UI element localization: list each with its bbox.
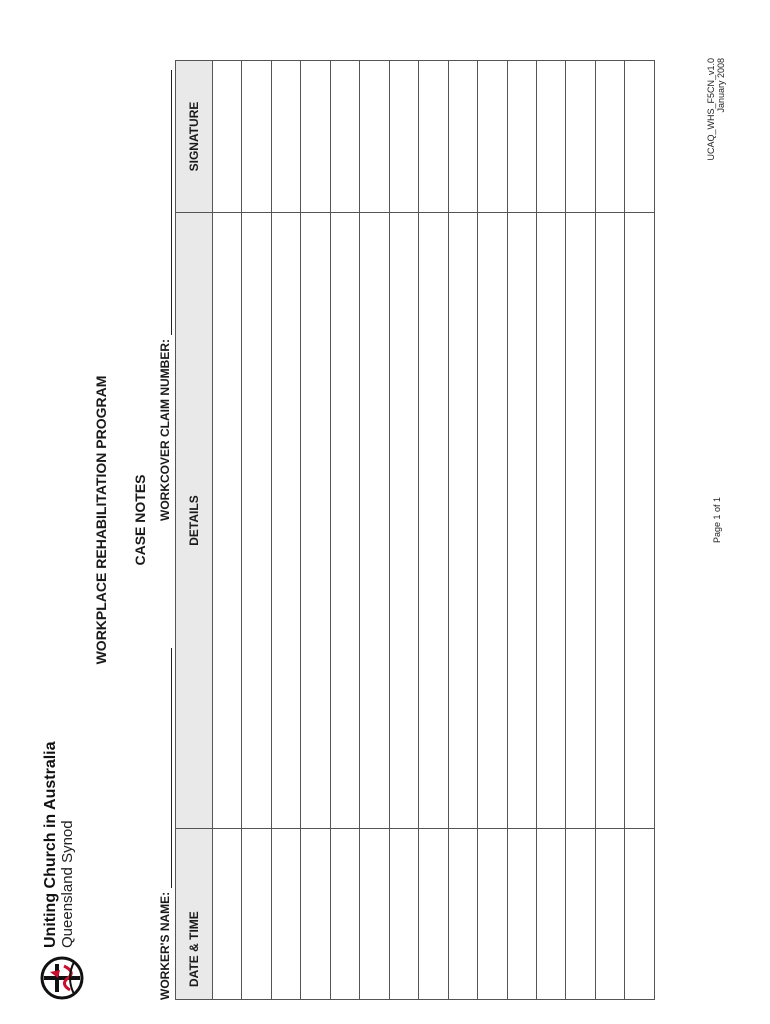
table-row — [507, 61, 536, 1000]
table-row — [625, 61, 655, 1000]
signature-cell[interactable] — [566, 61, 595, 213]
table-row — [478, 61, 507, 1000]
signature-cell[interactable] — [301, 61, 330, 213]
date-time-cell[interactable] — [242, 829, 271, 1000]
details-cell[interactable] — [389, 213, 418, 829]
signature-cell[interactable] — [213, 61, 242, 213]
date-time-cell[interactable] — [419, 829, 448, 1000]
page-number: Page 1 of 1 — [712, 496, 722, 544]
signature-cell[interactable] — [507, 61, 536, 213]
signature-cell[interactable] — [242, 61, 271, 213]
table-row — [595, 61, 624, 1000]
worker-name-field — [158, 648, 172, 1000]
table-row — [213, 61, 242, 1000]
details-cell[interactable] — [360, 213, 389, 829]
date-time-cell[interactable] — [448, 829, 477, 1000]
form-title: WORKPLACE REHABILITATION PROGRAM — [93, 375, 109, 665]
case-notes-form — [40, 40, 740, 1000]
signature-cell[interactable] — [595, 61, 624, 213]
case-notes-body — [213, 61, 655, 1000]
date-time-cell[interactable] — [360, 829, 389, 1000]
worker-name-input-line[interactable] — [159, 648, 172, 888]
table-row — [330, 61, 359, 1000]
date-time-cell[interactable] — [595, 829, 624, 1000]
signature-header: SIGNATURE — [176, 61, 213, 213]
date-time-cell[interactable] — [213, 829, 242, 1000]
details-cell[interactable] — [330, 213, 359, 829]
signature-cell[interactable] — [330, 61, 359, 213]
details-cell[interactable] — [478, 213, 507, 829]
table-row — [419, 61, 448, 1000]
worker-name-label: WORKER'S NAME: — [158, 891, 172, 1000]
date-time-cell[interactable] — [301, 829, 330, 1000]
date-time-cell[interactable] — [330, 829, 359, 1000]
table-row — [448, 61, 477, 1000]
table-row — [242, 61, 271, 1000]
date-time-header: DATE & TIME — [176, 829, 213, 1000]
details-cell[interactable] — [625, 213, 655, 829]
signature-cell[interactable] — [536, 61, 565, 213]
signature-cell[interactable] — [625, 61, 655, 213]
organization-name: Uniting Church in Australia — [42, 741, 59, 948]
details-cell[interactable] — [301, 213, 330, 829]
signature-cell[interactable] — [478, 61, 507, 213]
signature-cell[interactable] — [271, 61, 300, 213]
claim-number-input-line[interactable] — [159, 70, 172, 335]
case-notes-table — [175, 60, 655, 1000]
claim-number-field — [158, 70, 172, 521]
table-row — [566, 61, 595, 1000]
table-row — [301, 61, 330, 1000]
date-time-cell[interactable] — [625, 829, 655, 1000]
details-cell[interactable] — [507, 213, 536, 829]
details-cell[interactable] — [536, 213, 565, 829]
document-code — [706, 58, 726, 161]
signature-cell[interactable] — [389, 61, 418, 213]
details-cell[interactable] — [419, 213, 448, 829]
details-cell[interactable] — [213, 213, 242, 829]
details-cell[interactable] — [271, 213, 300, 829]
date-time-cell[interactable] — [478, 829, 507, 1000]
details-cell[interactable] — [448, 213, 477, 829]
details-cell[interactable] — [595, 213, 624, 829]
signature-cell[interactable] — [360, 61, 389, 213]
date-time-cell[interactable] — [389, 829, 418, 1000]
table-row — [271, 61, 300, 1000]
organization-subtitle: Queensland Synod — [59, 820, 76, 948]
claim-number-label: WORKCOVER CLAIM NUMBER: — [158, 339, 172, 521]
table-row — [360, 61, 389, 1000]
details-cell[interactable] — [566, 213, 595, 829]
uniting-church-logo-icon — [40, 956, 84, 1000]
date-time-cell[interactable] — [507, 829, 536, 1000]
signature-cell[interactable] — [448, 61, 477, 213]
details-cell[interactable] — [242, 213, 271, 829]
date-time-cell[interactable] — [536, 829, 565, 1000]
table-header-row — [176, 61, 213, 1000]
table-row — [389, 61, 418, 1000]
table-row — [536, 61, 565, 1000]
date-time-cell[interactable] — [271, 829, 300, 1000]
form-subtitle: CASE NOTES — [132, 474, 148, 566]
document-code-date: January 2008 — [716, 58, 726, 113]
details-header: DETAILS — [176, 213, 213, 829]
date-time-cell[interactable] — [566, 829, 595, 1000]
signature-cell[interactable] — [419, 61, 448, 213]
organization-block — [42, 741, 76, 948]
document-code-id: UCAQ_WHS_F5CN_v1.0 — [706, 58, 716, 161]
